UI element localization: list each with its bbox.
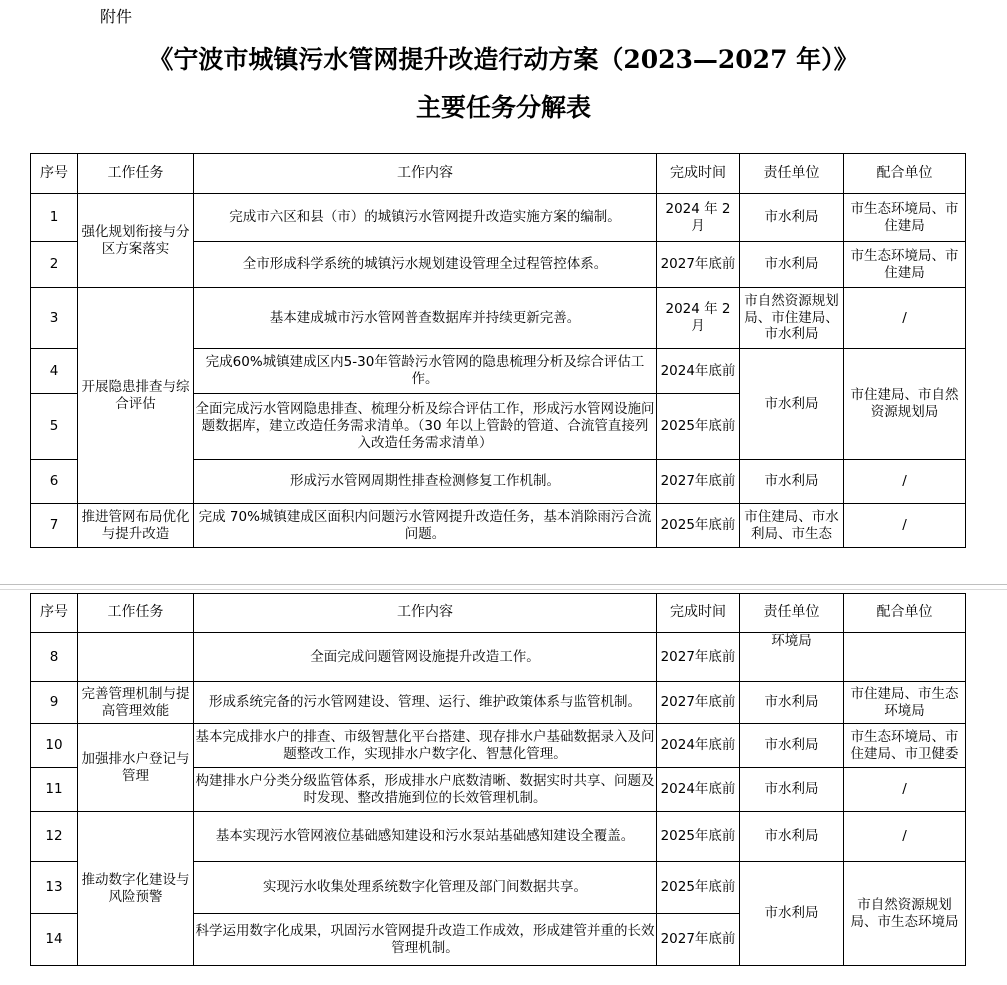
row-seq: 3 [31, 288, 78, 349]
coop-cell: / [844, 768, 966, 812]
content-cell: 形成系统完备的污水管网建设、管理、运行、维护政策体系与监管机制。 [194, 682, 657, 724]
time-cell: 2025年底前 [657, 812, 740, 862]
header-content: 工作内容 [194, 154, 657, 194]
coop-cell: 市住建局、市生态环境局 [844, 682, 966, 724]
coop-cell: / [844, 460, 966, 504]
content-cell: 科学运用数字化成果，巩固污水管网提升改造工作成效，形成建管并重的长效管理机制。 [194, 914, 657, 966]
time-cell: 2024 年 2 月 [657, 288, 740, 349]
time-cell: 2024 年 2 月 [657, 194, 740, 242]
header-coop: 配合单位 [844, 154, 966, 194]
table-row [31, 682, 966, 724]
coop-cell: 市住建局、市自然资源规划局 [844, 349, 966, 460]
row-seq: 5 [31, 394, 78, 460]
header-seq: 序号 [31, 154, 78, 194]
time-cell: 2025年底前 [657, 394, 740, 460]
row-seq: 8 [31, 633, 78, 682]
resp-cell: 市水利局 [740, 768, 844, 812]
table-row [31, 288, 966, 349]
header-coop: 配合单位 [844, 594, 966, 633]
header-resp: 责任单位 [740, 154, 844, 194]
content-cell: 构建排水户分类分级监管体系，形成排水户底数清晰、数据实时共享、问题及时发现、整改措施到位的长效管理机制。 [194, 768, 657, 812]
content-cell: 完成 70%城镇建成区面积内问题污水管网提升改造任务，基本消除雨污合流问题。 [194, 504, 657, 548]
row-seq: 7 [31, 504, 78, 548]
coop-cell: / [844, 812, 966, 862]
coop-cell: 市生态环境局、市住建局 [844, 194, 966, 242]
row-seq: 12 [31, 812, 78, 862]
time-cell: 2027年底前 [657, 242, 740, 288]
table-row [31, 504, 966, 548]
resp-cell: 市水利局 [740, 194, 844, 242]
header-content: 工作内容 [194, 594, 657, 633]
time-cell: 2024年底前 [657, 768, 740, 812]
task-table-page1 [30, 153, 966, 548]
resp-cell: 环境局 [740, 633, 844, 682]
coop-cell: / [844, 288, 966, 349]
content-cell: 基本完成排水户的排查、市级智慧化平台搭建、现存排水户基础数据录入及问题整改工作，实现排水户数字化、智慧化管理。 [194, 724, 657, 768]
row-seq: 1 [31, 194, 78, 242]
content-cell: 基本建成城市污水管网普查数据库并持续更新完善。 [194, 288, 657, 349]
resp-cell: 市水利局 [740, 724, 844, 768]
coop-cell: 市自然资源规划局、市生态环境局 [844, 862, 966, 966]
row-seq: 13 [31, 862, 78, 914]
document-subtitle: 主要任务分解表 [415, 93, 591, 122]
header-time: 完成时间 [657, 154, 740, 194]
task-table-page2 [30, 593, 966, 966]
resp-cell: 市水利局 [740, 349, 844, 460]
row-seq: 11 [31, 768, 78, 812]
resp-cell: 市住建局、市水利局、市生态 [740, 504, 844, 548]
resp-cell: 市水利局 [740, 460, 844, 504]
content-cell: 基本实现污水管网液位基础感知建设和污水泵站基础感知建设全覆盖。 [194, 812, 657, 862]
row-seq: 9 [31, 682, 78, 724]
row-seq: 6 [31, 460, 78, 504]
header-task: 工作任务 [78, 154, 194, 194]
task-cell: 推进管网布局优化与提升改造 [78, 504, 194, 548]
task-cell: 加强排水户登记与管理 [78, 724, 194, 812]
table-header-row [31, 594, 966, 633]
content-cell: 完成60%城镇建成区内5-30年管龄污水管网的隐患梳理分析及综合评估工作。 [194, 349, 657, 394]
time-cell: 2027年底前 [657, 633, 740, 682]
content-cell: 完成市六区和县（市）的城镇污水管网提升改造实施方案的编制。 [194, 194, 657, 242]
header-task: 工作任务 [78, 594, 194, 633]
row-seq: 10 [31, 724, 78, 768]
resp-cell: 市水利局 [740, 862, 844, 966]
resp-cell: 市水利局 [740, 682, 844, 724]
resp-cell: 市水利局 [740, 242, 844, 288]
time-cell: 2025年底前 [657, 504, 740, 548]
coop-cell: 市生态环境局、市住建局 [844, 242, 966, 288]
coop-cell [844, 633, 966, 682]
content-cell: 形成污水管网周期性排查检测修复工作机制。 [194, 460, 657, 504]
table-row [31, 812, 966, 862]
table-row [31, 724, 966, 768]
row-seq: 4 [31, 349, 78, 394]
task-cell: 完善管理机制与提高管理效能 [78, 682, 194, 724]
task-cell [78, 633, 194, 682]
content-cell: 全面完成问题管网设施提升改造工作。 [194, 633, 657, 682]
time-cell: 2024年底前 [657, 724, 740, 768]
table-header-row [31, 154, 966, 194]
header-time: 完成时间 [657, 594, 740, 633]
coop-cell: / [844, 504, 966, 548]
time-cell: 2027年底前 [657, 914, 740, 966]
header-seq: 序号 [31, 594, 78, 633]
document-title: 《宁波市城镇污水管网提升改造行动方案（2023—2027 年）》 [148, 45, 859, 74]
header-resp: 责任单位 [740, 594, 844, 633]
table-row [31, 633, 966, 682]
page-break-line [0, 584, 1007, 585]
resp-cell: 市水利局 [740, 812, 844, 862]
page-break-line [0, 589, 1007, 590]
task-cell: 推动数字化建设与风险预警 [78, 812, 194, 966]
time-cell: 2025年底前 [657, 862, 740, 914]
table-row [31, 194, 966, 242]
content-cell: 实现污水收集处理系统数字化管理及部门间数据共享。 [194, 862, 657, 914]
coop-cell: 市生态环境局、市住建局、市卫健委 [844, 724, 966, 768]
row-seq: 14 [31, 914, 78, 966]
time-cell: 2024年底前 [657, 349, 740, 394]
content-cell: 全面完成污水管网隐患排查、梳理分析及综合评估工作，形成污水管网设施问题数据库，建立改造任务需求清单。（30 年以上管龄的管道、合流管直接列入改造任务需求清单） [194, 394, 657, 460]
task-cell: 强化规划衔接与分区方案落实 [78, 194, 194, 288]
row-seq: 2 [31, 242, 78, 288]
task-cell: 开展隐患排查与综合评估 [78, 288, 194, 504]
time-cell: 2027年底前 [657, 460, 740, 504]
attachment-label: 附件 [100, 7, 133, 26]
time-cell: 2027年底前 [657, 682, 740, 724]
content-cell: 全市形成科学系统的城镇污水规划建设管理全过程管控体系。 [194, 242, 657, 288]
resp-cell: 市自然资源规划局、市住建局、市水利局 [740, 288, 844, 349]
